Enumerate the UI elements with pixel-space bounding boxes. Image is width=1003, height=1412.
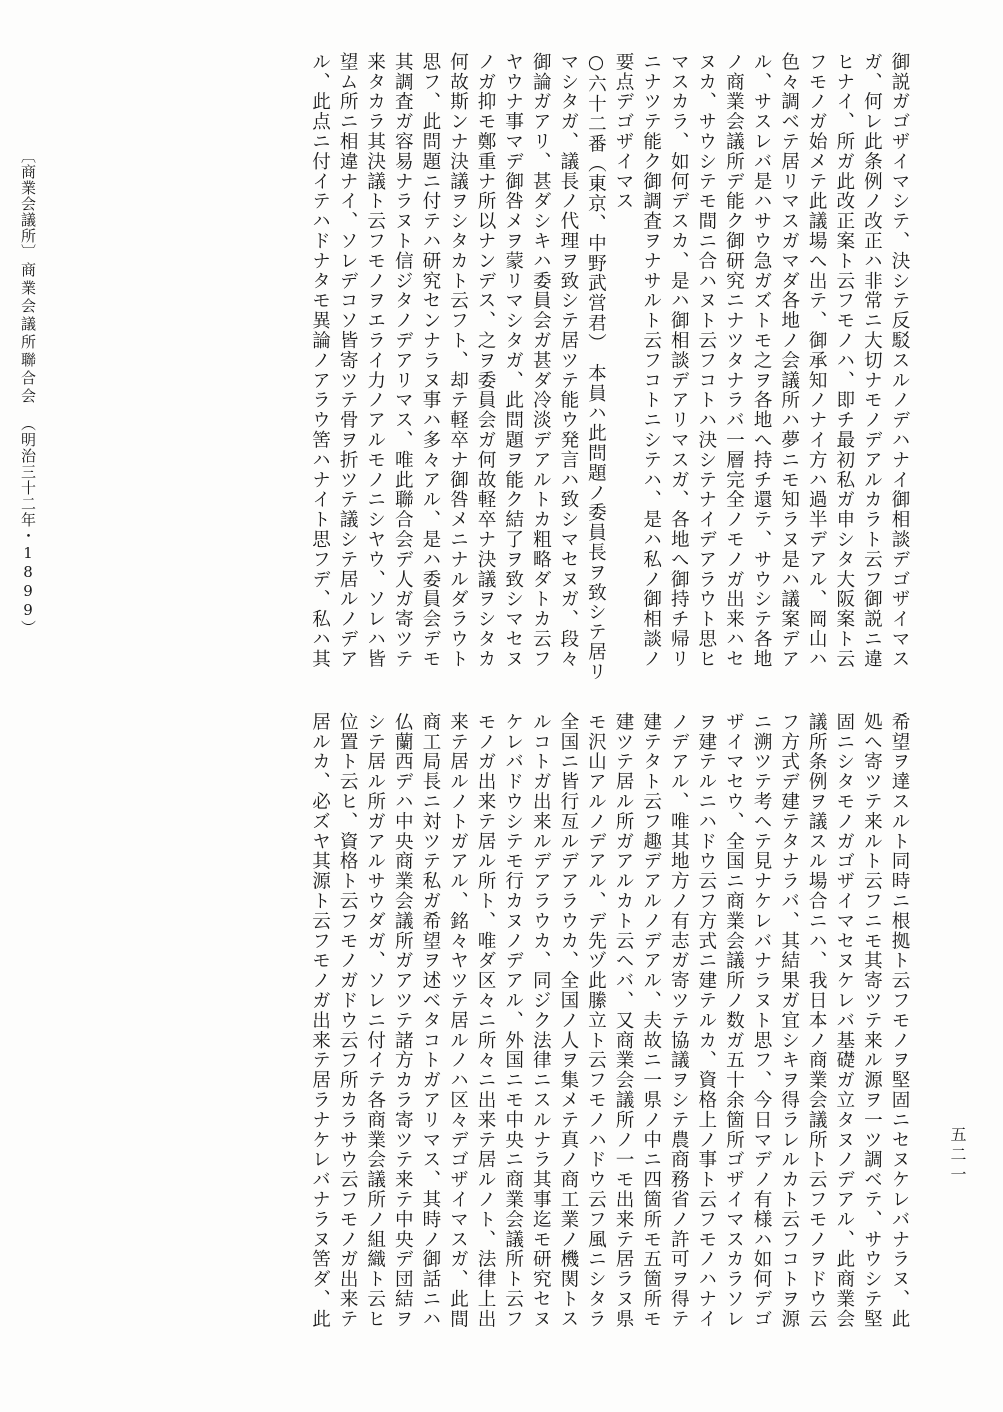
text-line: 居ルカ、必ズヤ其源ト云フモノガ出来テ居ラナケレバナラヌ筈ダ、此 xyxy=(309,712,331,1329)
text-line: 其調査ガ容易ナラヌト信ジタノデアリマス、唯此聯合会デ人ガ寄ツテ xyxy=(392,52,414,669)
text-line: ザイマセウ、全国ニ商業会議所ノ数ガ五十余箇所ゴザイマスカラソレ xyxy=(723,712,745,1329)
running-head-year: （明治三十二年・1899） xyxy=(19,416,37,636)
text-line: ガ、何レ此条例ノ改正ハ非常ニ大切ナモノデアルカラト云フ御説ニ違 xyxy=(861,52,883,669)
text-line: シテ居ル所ガアルサウダガ、ソレニ付イテ各商業会議所ノ組織ト云ヒ xyxy=(364,712,386,1329)
text-line: 思フ、此問題ニ付テハ研究センナラヌ事ハ多々アル、是ハ委員会デモ xyxy=(419,52,441,669)
text-line: 希望ヲ達スルト同時ニ根拠ト云フモノヲ堅固ニセヌケレバナラヌ、此 xyxy=(889,712,910,1329)
text-line: モ沢山アルノデアル、デ先ヅ此縢立ト云フモノハドウ云フ風ニシタラ xyxy=(585,712,607,1329)
text-line: ニ溯ツテ考ヘテ見ナケレバナラヌト思フ、今日マデノ有様ハ如何デゴ xyxy=(751,712,773,1329)
text-line: ル、サスレバ是ハサウ急ガズトモ之ヲ各地へ持チ還テ、サウシテ各地 xyxy=(751,52,773,669)
text-line: モノガ出来テ居ル所ト、唯ダ区々ニ所々ニ出来テ居ルノト、法律上出 xyxy=(475,712,497,1329)
text-line: ヲ建テルニハドウ云フ方式ニ建テルカ、資格上ノ事ト云フモノハナイ xyxy=(695,712,717,1329)
text-line: 来タカラ其決議ト云フモノヲエライ力ノアルモノニシヤウ、ソレハ皆 xyxy=(364,52,386,669)
running-head-section-label: 〔商業会議所〕 xyxy=(19,148,37,260)
text-line: ヌカ、サウシテモ間ニ合ハヌト云フコトハ決シテナイデアラウト思ヒ xyxy=(695,52,717,669)
text-line: 全国ニ皆行亙ルデアラウカ、全国ノ人ヲ集メテ真ノ商工業ノ機関トス xyxy=(557,712,579,1329)
text-line: ケレバドウシテモ行カヌノデアル、外国ニモ中央ニ商業会議所ト云フ xyxy=(502,712,524,1329)
text-line: 御論ガアリ、甚ダシキハ委員会ガ甚ダ冷淡デアルトカ粗略ダトカ云フ xyxy=(530,52,552,669)
text-line: 何故斯ンナ決議ヲシタカト云フト、却テ軽卒ナ御咎メニナルダラウト xyxy=(447,52,469,669)
text-line: 御説ガゴザイマシテ、決シテ反駁スルノデハナイ御相談デゴザイマス xyxy=(889,52,910,669)
text-line: ノ商業会議所デ能ク御研究ニナツタナラバ一層完全ノモノガ出来ハセ xyxy=(723,52,745,669)
text-line: 建ツテ居ル所ガアルカト云ヘバ、又商業会議所ノ一モ出来テ居ラヌ県 xyxy=(613,712,635,1329)
text-line: ルコトガ出来ルデアラウカ、同ジク法律ニスルナラ其事迄モ研究セヌ xyxy=(530,712,552,1329)
text-line: 要点デゴザイマス xyxy=(613,52,635,212)
text-line: 色々調ベテ居リマスガマダ各地ノ会議所ハ夢ニモ知ラヌ是ハ議案デア xyxy=(778,52,800,669)
running-head-section xyxy=(18,148,39,260)
text-line: 商工局長ニ対ツテ私ガ希望ヲ述ベタコトガアリマス、其時ノ御話ニハ xyxy=(419,712,441,1329)
text-line: 議所条例ヲ議スル場合ニハ、我日本ノ商業会議所ト云フモノヲドウ云 xyxy=(806,712,828,1329)
text-line: ノデアル、唯其地方ノ有志ガ寄ツテ協議ヲシテ農商務省ノ許可ヲ得テ xyxy=(668,712,690,1329)
text-line: ノガ抑モ鄭重ナ所以ナンデス、之ヲ委員会ガ何故軽卒ナ決議ヲシタカ xyxy=(475,52,497,669)
running-head-title xyxy=(18,262,39,636)
running-head-title-label: 商業会議所聯合会 xyxy=(19,262,37,406)
text-line: マシタガ、議長ノ代理ヲ致シテ居ツテ能ウ発言ハ致シマセヌガ、段々 xyxy=(557,52,579,669)
text-line: 望ム所ニ相違ナイ、ソレデコソ皆寄ツテ骨ヲ折ツテ議シテ居ルノデア xyxy=(337,52,359,669)
text-line: 仏蘭西デハ中央商業会議所ガアツテ諸方カラ寄ツテ来テ中央デ団結ヲ xyxy=(392,712,414,1329)
text-block-top xyxy=(83,52,913,682)
text-line: 建テタト云フ趣デアルノデアル、夫故ニ一県ノ中ニ四箇所モ五箇所モ xyxy=(640,712,662,1329)
text-line: 来テ居ルノトガアル、銘々ヤツテ居ルノハ区々デゴザイマスガ、此間 xyxy=(447,712,469,1329)
text-line: 処へ寄ツテ来ルト云フニモ其寄ツテ来ル源ヲ一ツ調ベテ、サウシテ堅 xyxy=(861,712,883,1329)
text-line: 位置ト云ヒ、資格ト云フモノガドウ云フ所カラサウ云フモノガ出来テ xyxy=(337,712,359,1329)
text-line: フモノガ始メテ此議場へ出テ、御承知ノナイ方ハ過半デアル、岡山ハ xyxy=(806,52,828,669)
text-line: マスカラ、如何デスカ、是ハ御相談デアリマスガ、各地へ御持チ帰リ xyxy=(668,52,690,669)
text-line: ル、此点ニ付イテハドナタモ異論ノアラウ筈ハナイト思フデ、私ハ其 xyxy=(309,52,331,669)
text-line: フ方式デ建テタナラバ、其結果ガ宜シキヲ得ラレルカト云フコトヲ源 xyxy=(778,712,800,1329)
page-number xyxy=(946,1126,969,1186)
text-block-bottom xyxy=(83,712,913,1329)
page-number-label: 五二一 xyxy=(948,1126,967,1186)
text-line: 固ニシタモノガゴザイマセヌケレバ基礎ガ立タヌノデアル、此商業会 xyxy=(833,712,855,1329)
text-line: ニナツテ能ク御調査ヲナサルト云フコトニシテハ、是ハ私ノ御相談ノ xyxy=(640,52,662,669)
speaker-line: ○六十二番（東京、中野武営君） 本員ハ此問題ノ委員長ヲ致シテ居リ xyxy=(585,52,607,682)
text-line: ヒナイ、所ガ此改正案ト云フモノハ、即チ最初私ガ申シタ大阪案ト云 xyxy=(833,52,855,669)
text-line: ヤウナ事マデ御咎メヲ蒙リマシタガ、此問題ヲ能ク結了ヲ致シマセヌ xyxy=(502,52,524,669)
